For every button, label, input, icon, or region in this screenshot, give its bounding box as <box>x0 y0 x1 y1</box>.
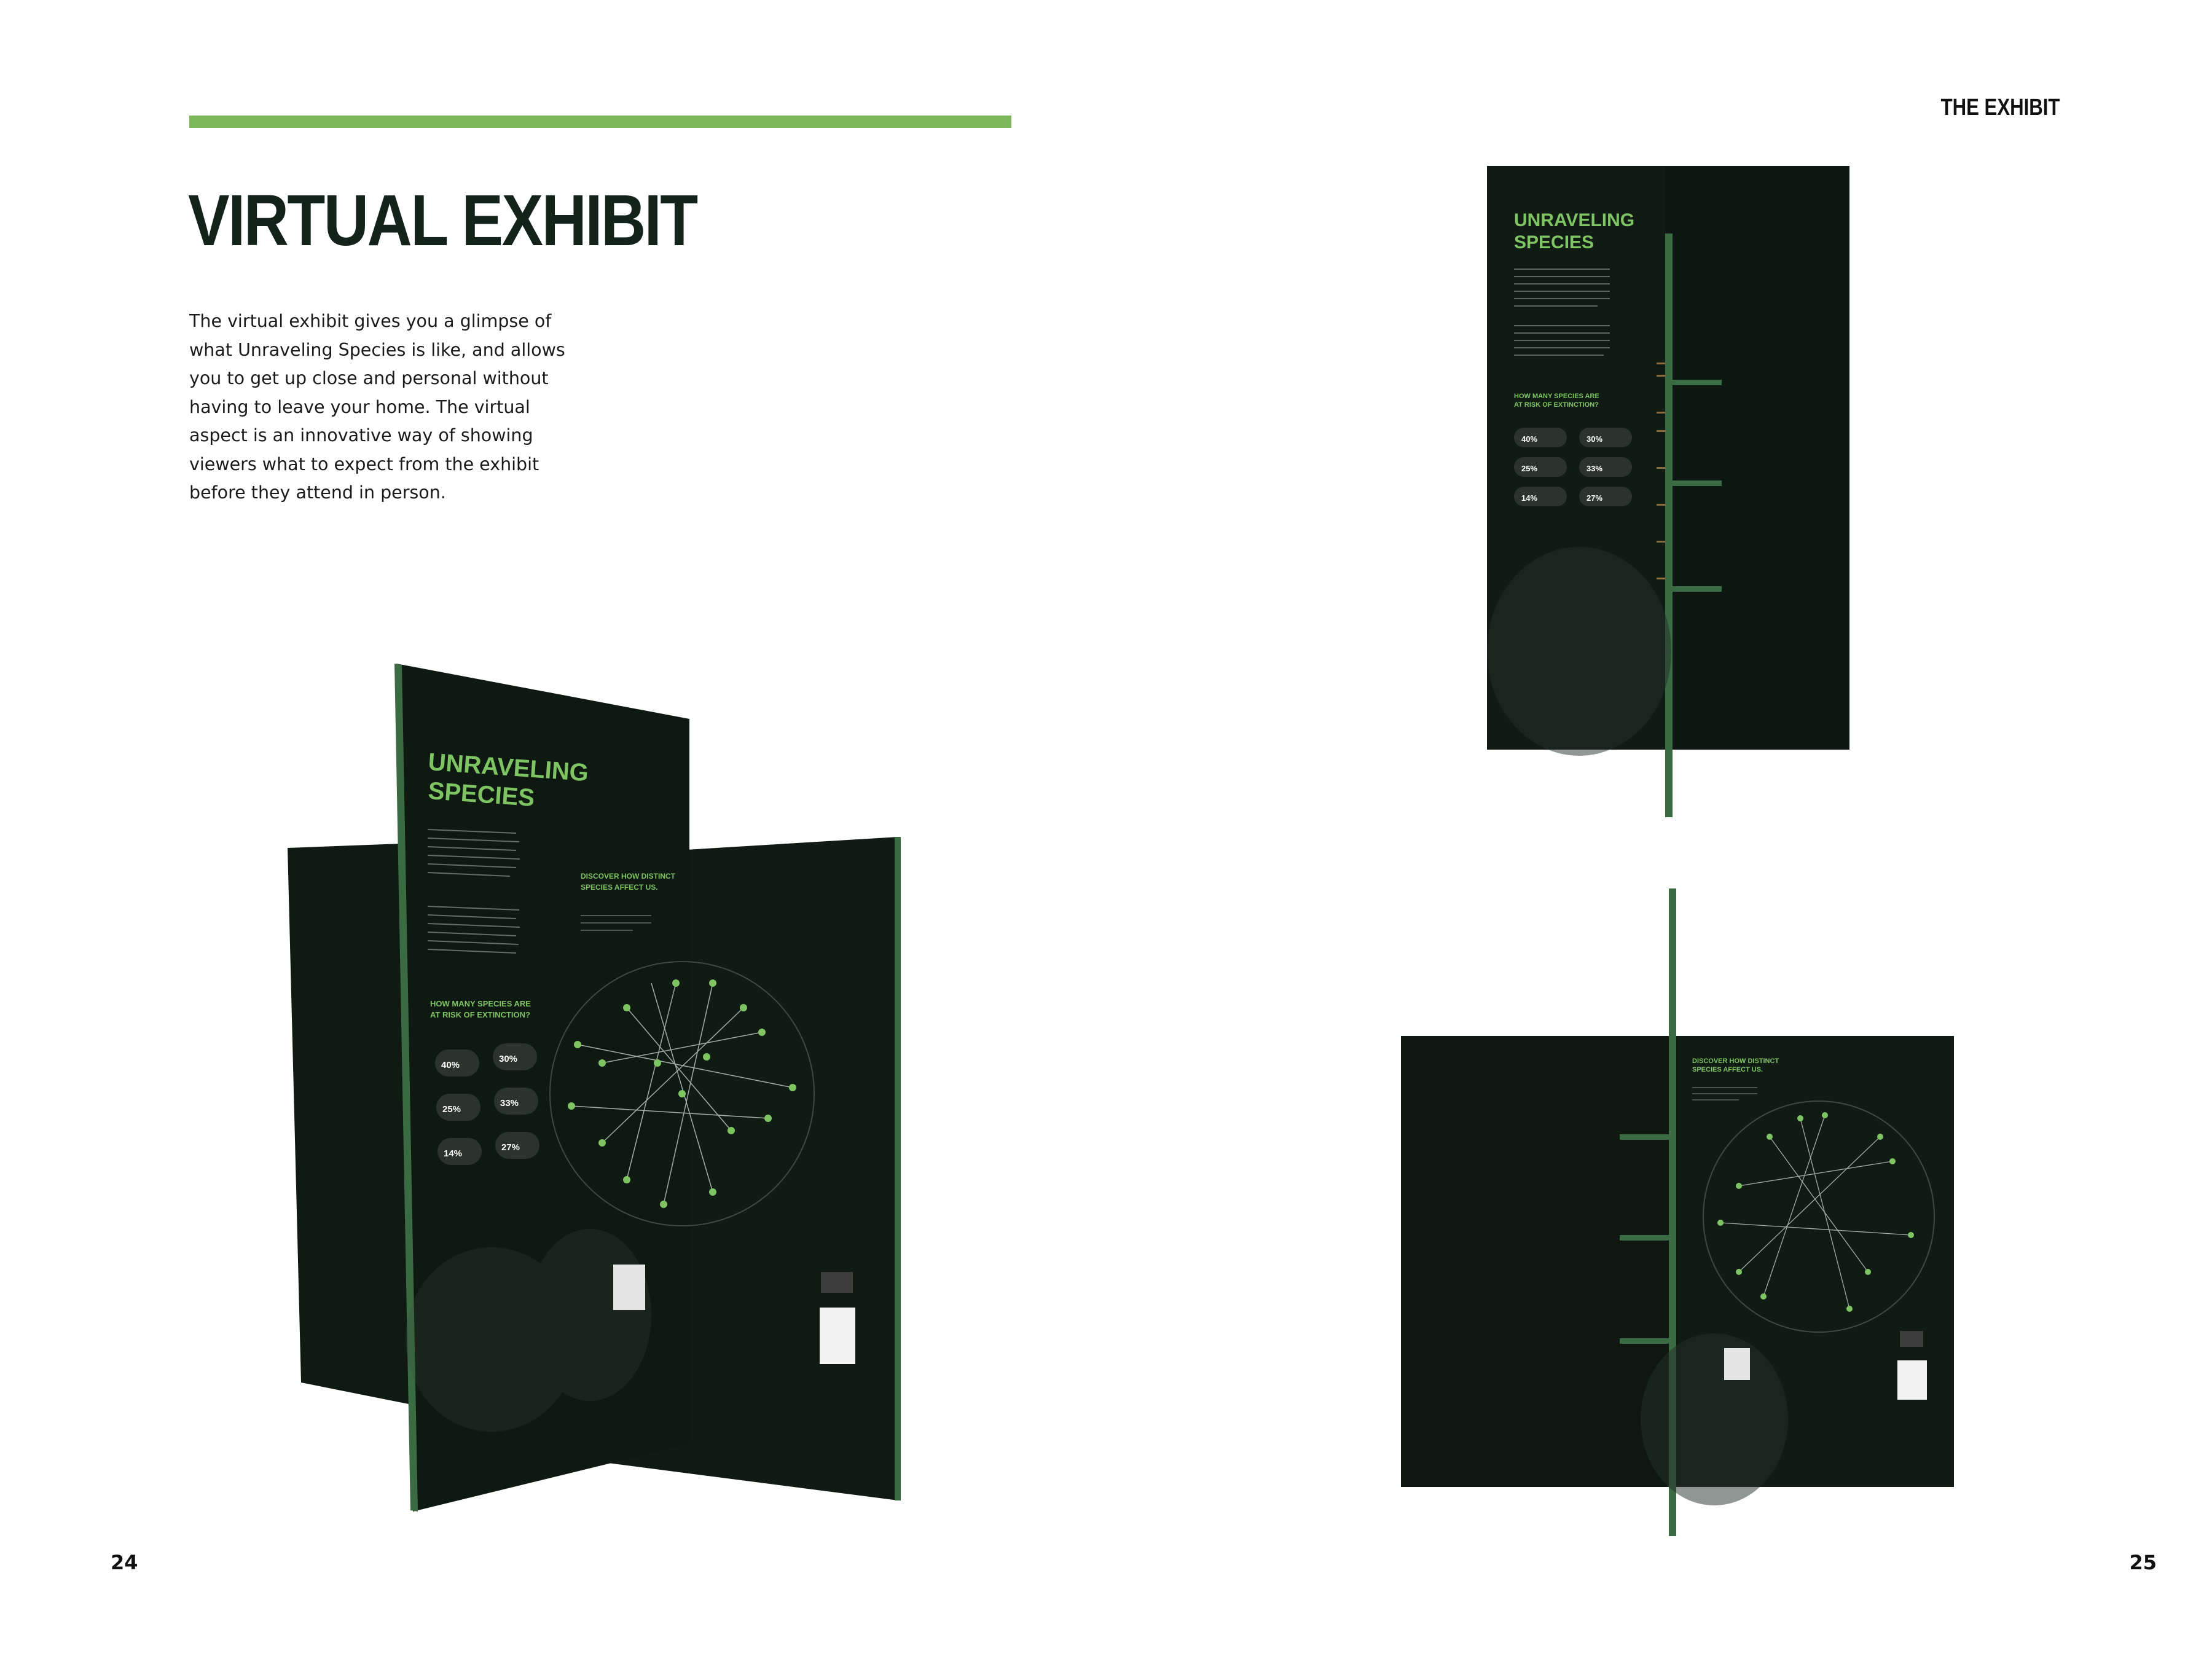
stat-4: 33% <box>500 1098 519 1108</box>
page-number-right: 25 <box>2129 1551 2157 1574</box>
stats-heading-2: AT RISK OF EXTINCTION? <box>430 1010 530 1019</box>
side-info-card <box>1724 1348 1750 1380</box>
panel-title-line2: SPECIES <box>427 777 536 812</box>
exhibit-side-view <box>1395 879 1960 1536</box>
checklist-card <box>820 1308 855 1364</box>
exhibit-3d-render <box>283 664 909 1524</box>
front-title-2: SPECIES <box>1514 232 1594 253</box>
section-label: THE EXHIBIT <box>1940 95 2060 120</box>
stat-3: 25% <box>442 1104 461 1115</box>
front-stat-4: 33% <box>1586 464 1603 473</box>
front-stat-5: 14% <box>1521 493 1538 503</box>
side-web-heading-2: SPECIES AFFECT US. <box>1692 1066 1763 1073</box>
web-heading-2: SPECIES AFFECT US. <box>581 883 658 892</box>
front-stat-6: 27% <box>1586 493 1603 503</box>
accent-bar <box>189 116 1011 128</box>
stat-2: 30% <box>499 1054 518 1064</box>
stats-heading-1: HOW MANY SPECIES ARE <box>430 999 531 1008</box>
panel-title-line1: UNRAVELING <box>427 748 590 787</box>
stat-6: 27% <box>501 1142 520 1153</box>
web-heading-1: DISCOVER HOW DISTINCT <box>581 872 676 880</box>
page-title: VIRTUAL EXHIBIT <box>188 180 697 261</box>
exhibit-front-view <box>1487 160 1880 823</box>
front-stat-1: 40% <box>1521 434 1538 444</box>
side-web-heading-1: DISCOVER HOW DISTINCT <box>1692 1057 1779 1065</box>
front-title-1: UNRAVELING <box>1514 210 1635 230</box>
front-stat-3: 25% <box>1521 464 1538 473</box>
stat-1: 40% <box>441 1060 460 1070</box>
stat-5: 14% <box>444 1148 463 1159</box>
front-stats-heading-1: HOW MANY SPECIES ARE <box>1514 393 1599 400</box>
side-checklist-card <box>1897 1360 1927 1400</box>
info-card <box>613 1265 645 1310</box>
side-speaker-box <box>1900 1331 1923 1347</box>
front-stat-2: 30% <box>1586 434 1603 444</box>
speaker-box <box>821 1272 853 1293</box>
front-stats-heading-2: AT RISK OF EXTINCTION? <box>1514 401 1599 409</box>
page-number-left: 24 <box>111 1551 138 1574</box>
intro-paragraph: The virtual exhibit gives you a glimpse of what Unraveling Species is like, and allows you to get up close and personal without having to leave your home. The virtual aspect is an innovative way of showing viewers what to expect from the exhibit before they attend in person. <box>189 311 565 503</box>
